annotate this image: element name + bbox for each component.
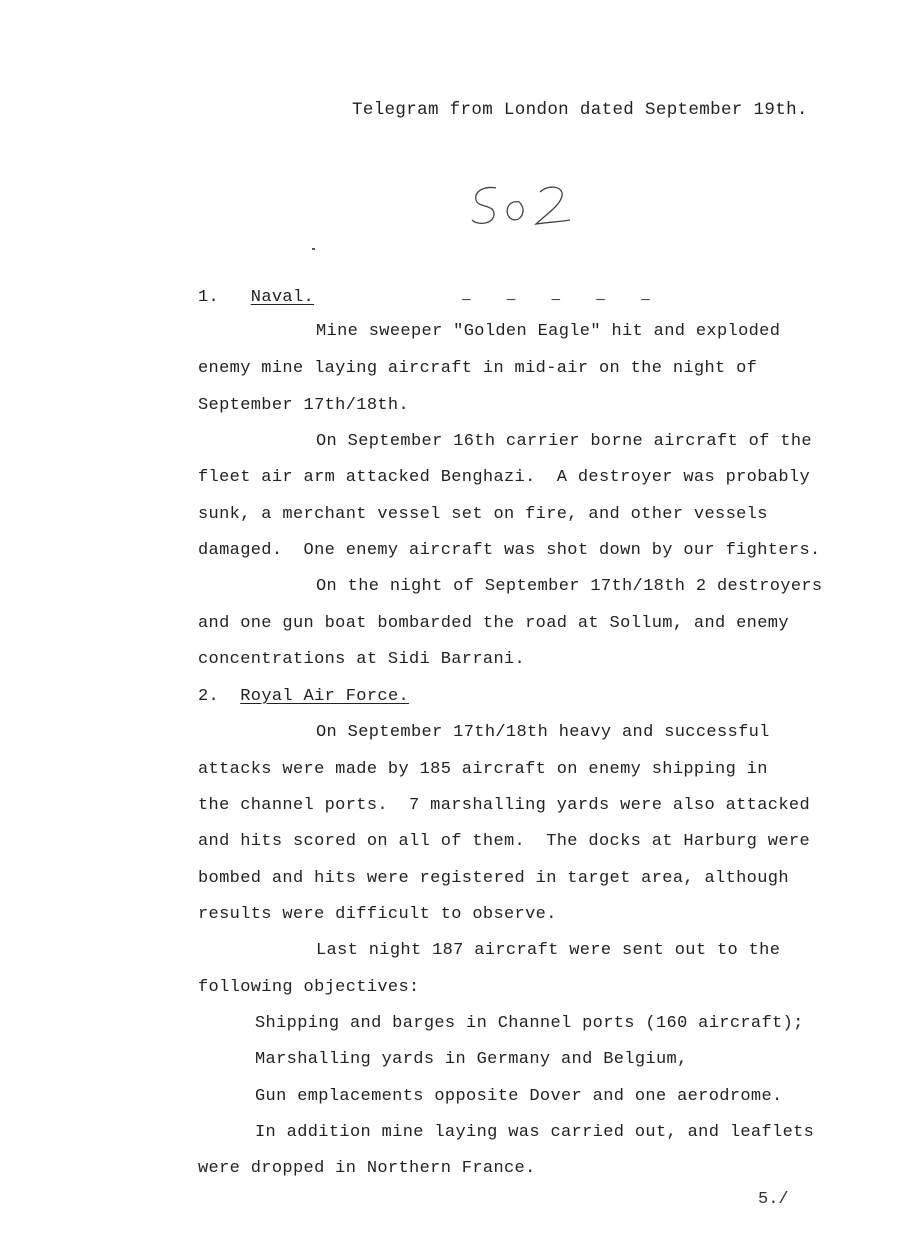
paragraph-line: were dropped in Northern France. (198, 1159, 536, 1178)
section-number: 2. (198, 687, 220, 706)
paragraph-line: enemy mine laying aircraft in mid-air on the night of (198, 359, 758, 378)
paragraph-line: Mine sweeper "Golden Eagle" hit and exploded (316, 322, 781, 341)
paragraph-line: Marshalling yards in Germany and Belgium, (255, 1050, 688, 1069)
paragraph-line: results were difficult to observe. (198, 905, 557, 924)
paragraph-line: fleet air arm attacked Benghazi. A destroyer was probably (198, 468, 810, 487)
telegram-title: Telegram from London dated September 19th. (352, 100, 808, 120)
paragraph-line: and one gun boat bombarded the road at Sollum, and enemy (198, 614, 789, 633)
paragraph-line: Shipping and barges in Channel ports (160 aircraft); (255, 1014, 804, 1033)
paragraph-line: In addition mine laying was carried out, and leaflets (255, 1123, 815, 1142)
paragraph-line: sunk, a merchant vessel set on fire, and other vessels (198, 505, 768, 524)
page-marker: 5./ (758, 1190, 789, 1209)
paragraph-line: attacks were made by 185 aircraft on enemy shipping in (198, 760, 768, 779)
paragraph-line: and hits scored on all of them. The docks at Harburg were (198, 832, 810, 851)
ink-speck (312, 248, 315, 250)
paragraph-line: bombed and hits were registered in target area, although (198, 869, 789, 888)
section-heading: Royal Air Force. (240, 687, 410, 706)
handwritten-number (468, 178, 578, 238)
paragraph-line: Last night 187 aircraft were sent out to the (316, 941, 781, 960)
separator-dashes: ─ ─ ─ ─ ─ (462, 293, 664, 309)
paragraph-line: the channel ports. 7 marshalling yards were also attacked (198, 796, 810, 815)
paragraph-line: On the night of September 17th/18th 2 destroyers (316, 577, 823, 596)
section-2-header (198, 687, 409, 707)
section-number: 1. (198, 288, 220, 307)
paragraph-line: concentrations at Sidi Barrani. (198, 650, 526, 669)
paragraph-line: following objectives: (198, 978, 420, 997)
paragraph-line: On September 16th carrier borne aircraft of the (316, 432, 812, 451)
section-1-header (198, 288, 314, 308)
paragraph-line: damaged. One enemy aircraft was shot down by our fighters. (198, 541, 821, 560)
paragraph-line: Gun emplacements opposite Dover and one aerodrome. (255, 1087, 783, 1106)
paragraph-line: On September 17th/18th heavy and successful (316, 723, 770, 742)
paragraph-line: September 17th/18th. (198, 396, 410, 415)
section-heading: Naval. (250, 288, 315, 307)
